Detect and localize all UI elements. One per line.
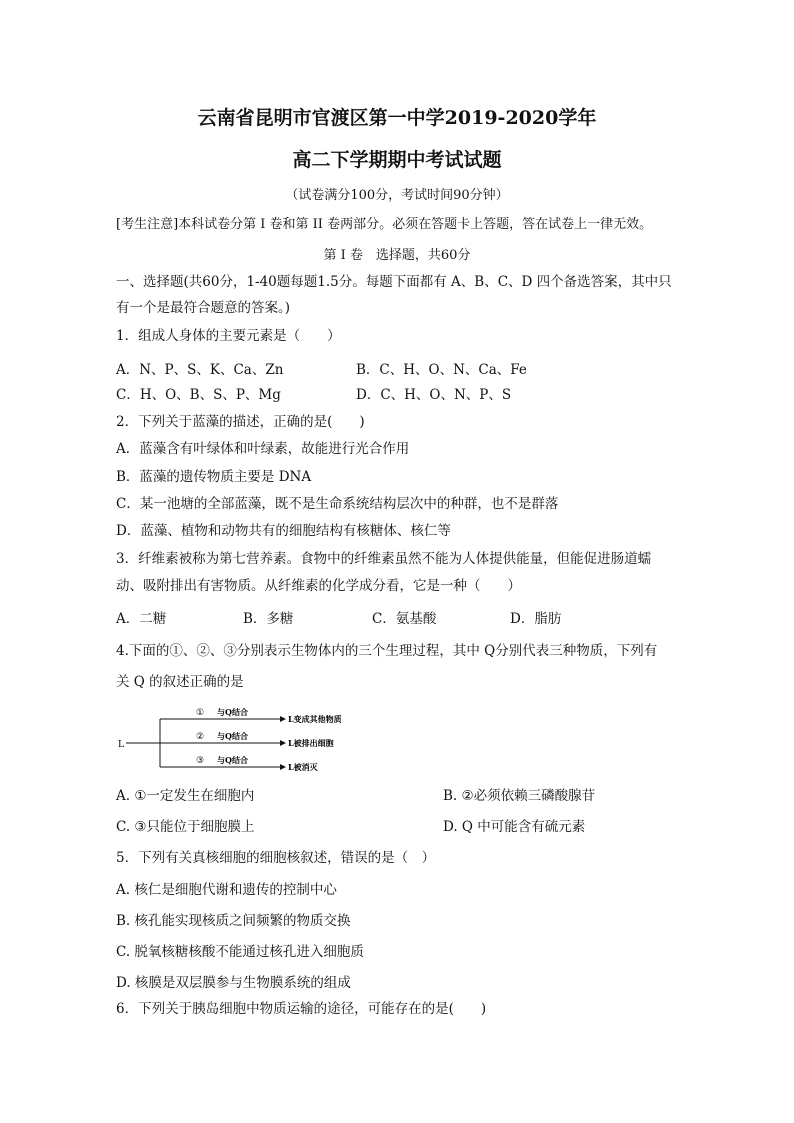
diagram-branch2-label: 与Q结合 — [217, 731, 248, 741]
diagram-branch3-number: ③ — [196, 756, 205, 766]
exam-info: （试卷满分100分，考试时间90分钟） — [285, 188, 509, 203]
exam-title-line1: 云南省昆明市官渡区第一中学2019-2020学年 — [197, 107, 597, 129]
q2-stem: 2．下列关于蓝藻的描述，正确的是( ) — [116, 414, 365, 430]
q4-stem-line1: 4.下面的①、②、③分别表示生物体内的三个生理过程，其中 Q分别代表三种物质，下列有 — [116, 643, 658, 659]
q1-option-b: B．C、H、O、N、Ca、Fe — [356, 362, 527, 378]
diagram-branch3-arrow — [280, 764, 286, 770]
diagram-branch1-label: 与Q结合 — [217, 707, 248, 717]
diagram-branch3-label: 与Q结合 — [217, 755, 248, 765]
diagram-branch2-number: ② — [196, 732, 205, 742]
q3-option-b: B．多糖 — [243, 611, 294, 627]
q6-stem: 6．下列关于胰岛细胞中物质运输的途径，可能存在的是( ) — [116, 1001, 487, 1017]
q5-option-d: D. 核膜是双层膜参与生物膜系统的组成 — [116, 975, 351, 991]
diagram-branch1-number: ① — [196, 708, 205, 718]
diagram-branch2-arrow — [280, 740, 286, 746]
q5-option-b: B. 核孔能实现核质之间频繁的物质交换 — [116, 913, 351, 929]
section-title: 第 I 卷 选择题，共60分 — [323, 248, 471, 263]
exam-notice: [考生注意]本科试卷分第 I 卷和第 II 卷两部分。必须在答题卡上答题，答在试卷上一律无效。 — [116, 217, 653, 232]
q2-option-d: D．蓝藻、植物和动物共有的细胞结构有核糖体、核仁等 — [116, 523, 451, 539]
q1-option-a: A．N、P、S、K、Ca、Zn — [116, 362, 284, 378]
exam-title-line2: 高二下学期期中考试试题 — [292, 149, 502, 171]
diagram-branch1-result: L变成其他物质 — [288, 714, 342, 724]
q5-option-c: C. 脱氧核糖核酸不能通过核孔进入细胞质 — [116, 944, 364, 960]
q1-option-d: D．C、H、O、N、P、S — [356, 387, 512, 403]
q5-option-a: A. 核仁是细胞代谢和遗传的控制中心 — [116, 882, 337, 898]
q4-process-diagram — [116, 703, 366, 775]
diagram-branch3-result: L被消灭 — [288, 762, 318, 772]
diagram-start-label: L — [118, 740, 124, 750]
q4-option-a: A. ①一定发生在细胞内 — [116, 788, 255, 804]
q2-option-c: C．某一池塘的全部蓝藻，既不是生命系统结构层次中的种群，也不是群落 — [116, 496, 559, 512]
q4-option-c: C. ③只能位于细胞膜上 — [116, 819, 255, 835]
q3-option-c: C．氨基酸 — [372, 611, 437, 627]
q4-option-b: B. ②必须依赖三磷酸腺苷 — [443, 788, 596, 804]
q3-stem-line2: 动、吸附排出有害物质。从纤维素的化学成分看，它是一种（ ） — [116, 578, 521, 594]
q5-stem: 5．下列有关真核细胞的细胞核叙述，错误的是（ ） — [116, 850, 436, 866]
instructions-line2: 有一个是最符合题意的答案。) — [116, 300, 291, 316]
q4-option-d: D. Q 中可能含有硫元素 — [443, 819, 586, 835]
q2-option-a: A．蓝藻含有叶绿体和叶绿素，故能进行光合作用 — [116, 441, 410, 457]
q1-option-c: C．H、O、B、S、P、Mg — [116, 387, 281, 403]
diagram-branch2-result: L被排出细胞 — [288, 738, 334, 748]
q4-stem-line2: 关 Q 的叙述正确的是 — [116, 674, 244, 690]
instructions-line1: 一、选择题(共60分，1-40题每题1.5分。每题下面都有 A、B、C、D 四个备选答案，其中只 — [116, 274, 672, 290]
diagram-branch1-arrow — [280, 716, 286, 722]
q3-option-d: D．脂肪 — [510, 611, 562, 627]
q3-stem-line1: 3．纤维素被称为第七营养素。食物中的纤维素虽然不能为人体提供能量，但能促进肠道蠕 — [116, 551, 652, 567]
q2-option-b: B．蓝藻的遗传物质主要是 DNA — [116, 469, 312, 485]
q3-option-a: A．二糖 — [116, 611, 167, 627]
q1-stem: 1．组成人身体的主要元素是（ ） — [116, 328, 341, 344]
